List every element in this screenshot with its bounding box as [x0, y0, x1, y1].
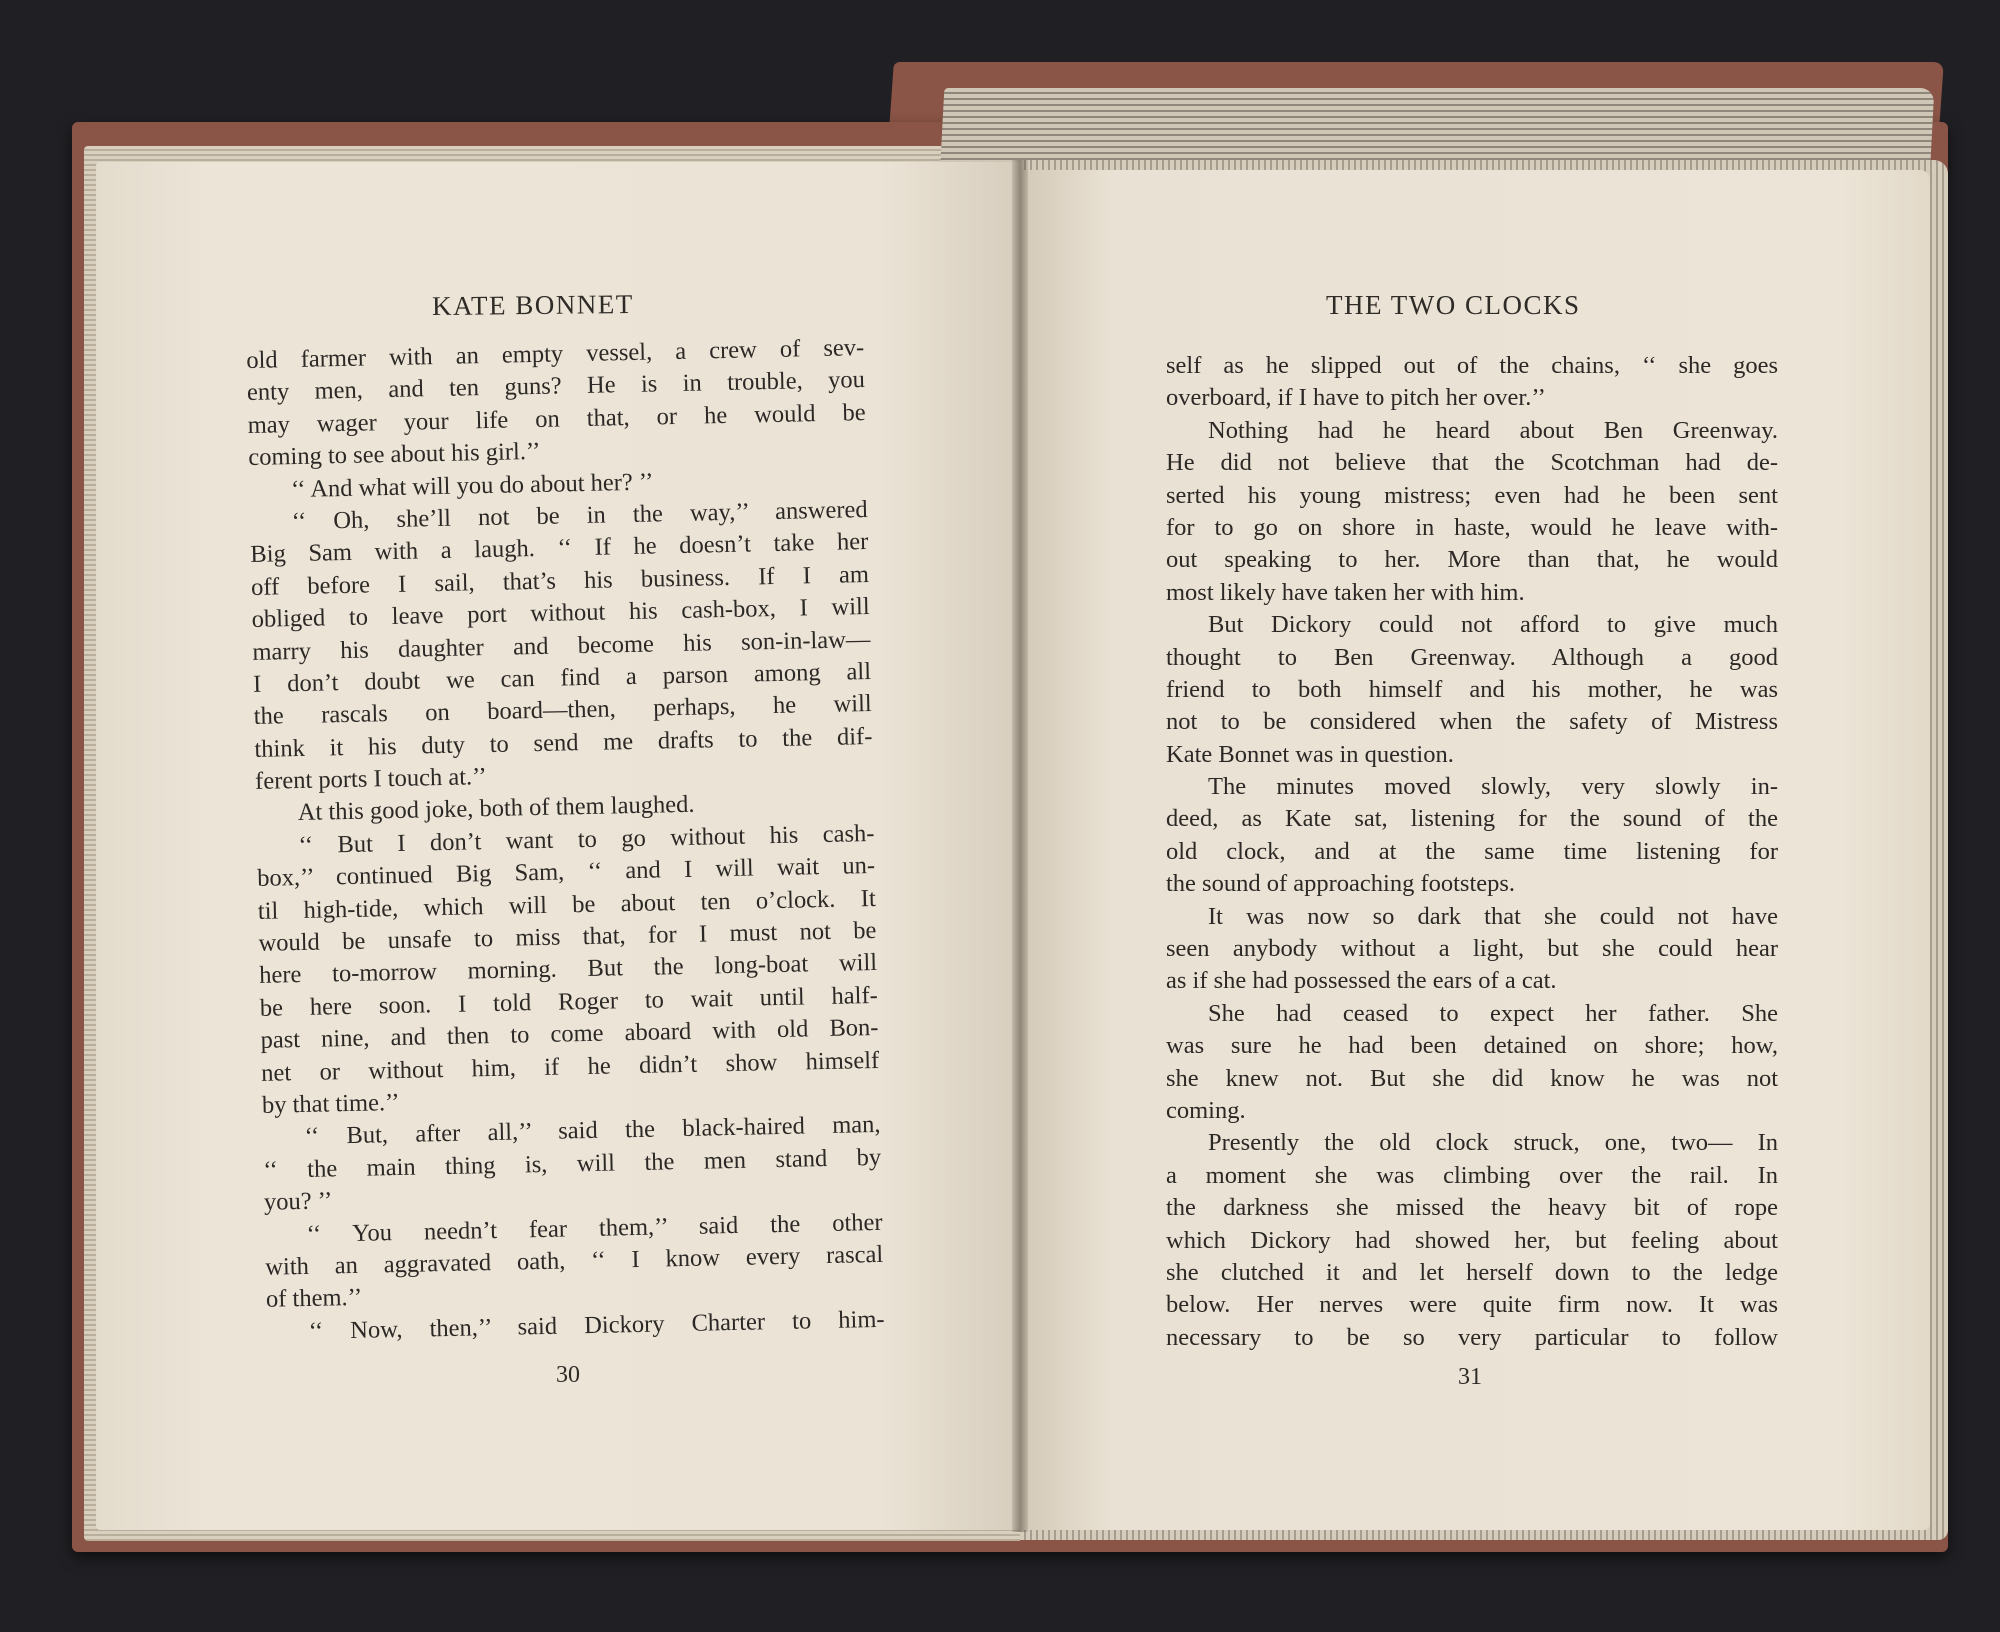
text-line: she clutched it and let herself down to the ledge [1166, 1258, 1778, 1286]
text-line: of them.’’ [265, 1284, 363, 1314]
text-line: deed, as Kate sat, listening for the sound of the [1166, 805, 1778, 833]
text-line: til high-tide, which will be about ten o’clock. It [257, 884, 877, 925]
text-line: below. Her nerves were quite firm now. It was [1166, 1291, 1778, 1319]
text-line: I don’t doubt we can find a parson among all [252, 657, 872, 698]
text-line: ‘‘ Oh, she’ll not be in the way,’’ answered [291, 495, 868, 536]
text-line: old farmer with an empty vessel, a crew of sev- [246, 334, 865, 374]
right-running-head: THE TWO CLOCKS [1326, 290, 1581, 320]
text-line: old clock, and at the same time listening for [1166, 837, 1778, 865]
right-page-text [1166, 350, 1778, 1354]
text-line: She had ceased to expect her father. She [1208, 999, 1778, 1027]
text-line: off before I sail, that’s his business. If I am [250, 560, 870, 601]
left-running-head: KATE BONNET [431, 288, 634, 322]
text-line: a moment she was climbing over the rail. In [1166, 1161, 1778, 1189]
text-line: ‘‘ And what will you do about her? ’’ [290, 468, 654, 503]
text-line: coming. [1166, 1096, 1246, 1124]
text-line: marry his daughter and become his son-in-law— [252, 625, 871, 666]
text-line: enty men, and ten guns? He is in trouble, you [246, 366, 866, 407]
text-line: the sound of approaching footsteps. [1166, 870, 1516, 898]
text-line: net or without him, if he didn’t show himself [260, 1046, 880, 1087]
text-line: ferent ports I touch at.’’ [254, 763, 487, 795]
text-line: friend to both himself and his mother, he was [1166, 675, 1778, 703]
text-line: which Dickory had showed her, but feeling about [1166, 1226, 1778, 1254]
text-line: by that time.’’ [261, 1088, 400, 1119]
text-line: obliged to leave port without his cash-box, I will [251, 593, 870, 634]
text-line: the darkness she missed the heavy bit of rope [1166, 1194, 1778, 1222]
text-line: Presently the old clock struck, one, two— In [1208, 1129, 1778, 1157]
text-line: as if she had possessed the ears of a cat. [1166, 967, 1557, 995]
text-line: may wager your life on that, or he would be [247, 398, 866, 439]
text-line: with an aggravated oath, ‘‘ I know every rascal [265, 1240, 884, 1281]
text-line: Big Sam with a laugh. ‘‘ If he doesn’t take her [250, 528, 869, 569]
text-line: past nine, and then to come aboard with old Bon- [260, 1014, 879, 1055]
text-line: here to-morrow morning. But the long-boat will [258, 949, 878, 990]
text-line: self as he slipped out of the chains, ‘‘ she goes [1166, 352, 1778, 379]
book-gutter [1012, 160, 1028, 1532]
text-line: overboard, if I have to pitch her over.’’ [1166, 384, 1546, 412]
text-line: ‘‘ the main thing is, will the men stand by [263, 1143, 882, 1184]
text-line: for to go on shore in haste, would he leave with- [1166, 513, 1778, 541]
text-line: you? ’’ [263, 1187, 333, 1216]
left-page-number: 30 [556, 1362, 580, 1388]
left-page-text [246, 332, 885, 1349]
text-line: ‘‘ But I don’t want to go without his cash- [298, 819, 875, 859]
text-line: necessary to be so very particular to follow [1166, 1323, 1778, 1351]
text-line: think it his duty to send me drafts to the dif- [254, 722, 873, 763]
text-line: Kate Bonnet was in question. [1166, 740, 1454, 768]
text-line: seen anybody without a light, but she could hear [1166, 935, 1778, 963]
text-line: serted his young mistress; even had he been sent [1166, 481, 1778, 509]
text-line: be here soon. I told Roger to wait until half- [259, 981, 879, 1022]
text-line: would be unsafe to miss that, for I must not be [258, 916, 877, 957]
text-line: box,’’ continued Big Sam, ‘‘ and I will wait un- [256, 852, 876, 893]
text-line: But Dickory could not afford to give much [1208, 611, 1778, 639]
text-line: she knew not. But she did know he was not [1166, 1064, 1778, 1092]
text-line: At this good joke, both of them laughed. [297, 791, 695, 827]
text-line: ‘‘ But, after all,’’ said the black-haired man, [304, 1111, 881, 1151]
right-page-number: 31 [1458, 1364, 1482, 1390]
text-line: thought to Ben Greenway. Although a good [1166, 643, 1778, 671]
text-line: ‘‘ Now, then,’’ said Dickory Charter to him- [308, 1305, 885, 1345]
text-line: Nothing had he heard about Ben Greenway. [1208, 416, 1778, 444]
text-line: out speaking to her. More than that, he would [1166, 546, 1778, 574]
text-line: was sure he had been detained on shore; how, [1166, 1032, 1778, 1060]
text-line: not to be considered when the safety of Mistress [1166, 708, 1778, 736]
text-line: The minutes moved slowly, very slowly in- [1208, 773, 1778, 801]
text-line: the rascals on board—then, perhaps, he will [253, 690, 872, 731]
text-line: It was now so dark that she could not have [1208, 902, 1778, 930]
text-line: ‘‘ You needn’t fear them,’’ said the other [306, 1208, 883, 1248]
text-line: He did not believe that the Scotchman had de- [1166, 449, 1778, 477]
text-line: most likely have taken her with him. [1166, 578, 1525, 606]
text-line: coming to see about his girl.’’ [248, 438, 541, 472]
